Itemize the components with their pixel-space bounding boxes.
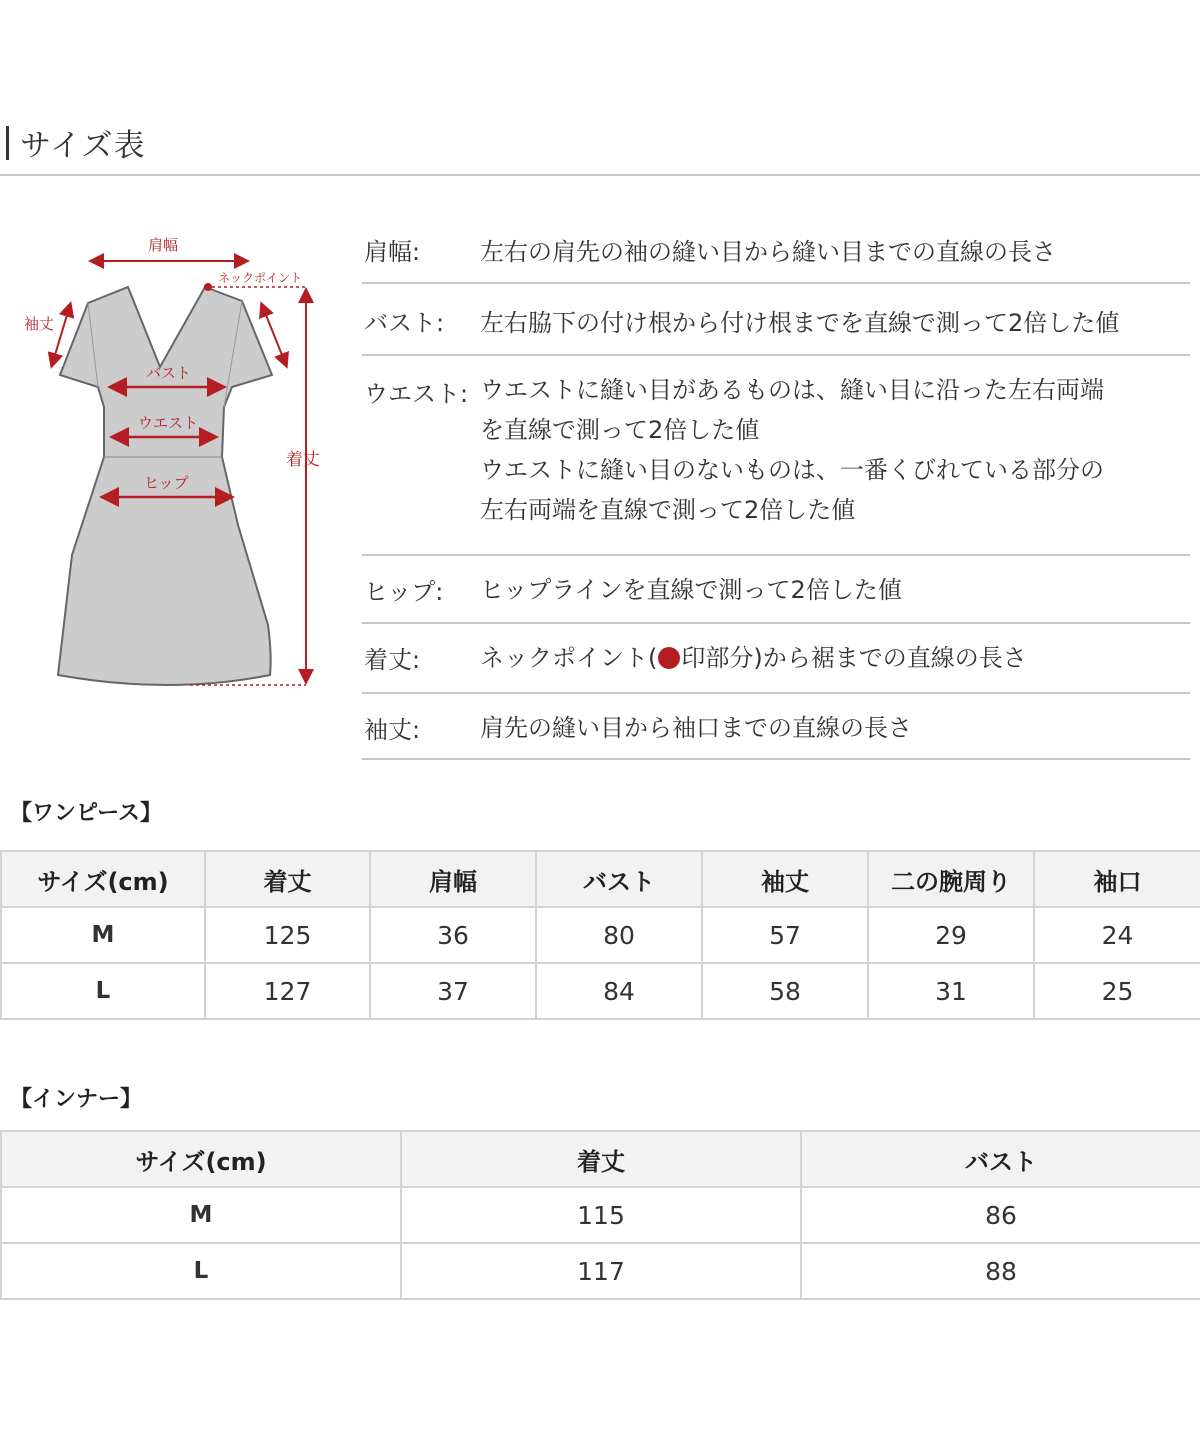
table-cell: 115	[401, 1187, 801, 1243]
size-cell: M	[1, 907, 205, 963]
page-header	[0, 118, 1200, 176]
column-header: 袖丈	[702, 851, 868, 907]
column-header: バスト	[801, 1131, 1200, 1187]
table-cell: 25	[1034, 963, 1200, 1019]
measurement-diagram	[0, 225, 340, 695]
definition-line: を直線で測って2倍した値	[480, 416, 760, 444]
table-cell: 36	[370, 907, 536, 963]
table-cell: 88	[801, 1243, 1200, 1299]
column-header: サイズ(cm)	[1, 851, 205, 907]
header-divider	[0, 174, 1200, 176]
column-header: 着丈	[401, 1131, 801, 1187]
dress-illustration	[0, 225, 340, 695]
length-label: 着丈	[286, 450, 320, 470]
definition-length	[362, 624, 1190, 694]
definition-line: ウエストに縫い目があるものは、縫い目に沿った左右両端	[480, 376, 1104, 404]
table-cell: 117	[401, 1243, 801, 1299]
inner-size-table	[0, 1130, 1200, 1300]
table-cell: 127	[205, 963, 370, 1019]
definition-term: ヒップ:	[364, 578, 444, 606]
definition-shoulder	[362, 220, 1190, 284]
definition-line: ウエストに縫い目のないものは、一番くびれている部分の	[480, 456, 1104, 484]
measurement-definitions	[362, 220, 1190, 760]
definition-line: 左右両端を直線で測って2倍した値	[480, 496, 856, 524]
definition-hip	[362, 556, 1190, 624]
definition-sleeve	[362, 694, 1190, 760]
table-row	[1, 1187, 1200, 1243]
column-header: 二の腕周り	[868, 851, 1034, 907]
definition-term: 着丈:	[364, 646, 421, 674]
table-cell: 80	[536, 907, 702, 963]
size-cell: L	[1, 1243, 401, 1299]
column-header: 肩幅	[370, 851, 536, 907]
table-cell: 86	[801, 1187, 1200, 1243]
table-cell: 24	[1034, 907, 1200, 963]
neck-point-marker-icon	[658, 647, 680, 669]
table-cell: 84	[536, 963, 702, 1019]
inner-section-label: 【インナー】	[10, 1087, 143, 1112]
neck-point-label: ネックポイント	[218, 271, 303, 285]
table-header-row	[1, 851, 1200, 907]
size-cell: M	[1, 1187, 401, 1243]
column-header: サイズ(cm)	[1, 1131, 401, 1187]
definition-term: バスト:	[364, 309, 445, 337]
definition-text: ヒップラインを直線で測って2倍した値	[480, 576, 902, 604]
definition-waist	[362, 356, 1190, 556]
table-cell: 125	[205, 907, 370, 963]
table-cell: 29	[868, 907, 1034, 963]
column-header: バスト	[536, 851, 702, 907]
definition-text: 肩先の縫い目から袖口までの直線の長さ	[480, 714, 912, 742]
title-marker	[6, 126, 9, 160]
sleeve-label: 袖丈	[24, 315, 55, 333]
table-cell: 37	[370, 963, 536, 1019]
sleeve-right-arrow	[262, 305, 286, 365]
table-row	[1, 907, 1200, 963]
definition-term: 肩幅:	[364, 238, 421, 266]
definition-text: 左右の肩先の袖の縫い目から縫い目までの直線の長さ	[480, 238, 1056, 266]
table-row	[1, 1243, 1200, 1299]
table-row	[1, 963, 1200, 1019]
column-header: 袖口	[1034, 851, 1200, 907]
column-header: 着丈	[205, 851, 370, 907]
definition-term: ウエスト:	[364, 380, 469, 408]
definition-text: 左右脇下の付け根から付け根までを直線で測って2倍した値	[480, 309, 1120, 337]
onepiece-size-table	[0, 850, 1200, 1020]
definition-text	[480, 638, 1027, 678]
definition-text-before: ネックポイント(	[480, 644, 658, 672]
neck-point-dot	[204, 283, 212, 291]
page-title: サイズ表	[20, 128, 146, 164]
table-cell: 57	[702, 907, 868, 963]
bust-label: バスト	[146, 364, 192, 382]
table-header-row	[1, 1131, 1200, 1187]
definition-text-after: 印部分)から裾までの直線の長さ	[681, 644, 1027, 672]
onepiece-section-label: 【ワンピース】	[10, 801, 163, 826]
shoulder-label: 肩幅	[148, 236, 179, 254]
definition-term: 袖丈:	[364, 716, 421, 744]
table-cell: 31	[868, 963, 1034, 1019]
size-cell: L	[1, 963, 205, 1019]
definition-text	[480, 370, 1104, 530]
definition-bust	[362, 284, 1190, 356]
table-cell: 58	[702, 963, 868, 1019]
hip-label: ヒップ	[144, 474, 189, 492]
waist-label: ウエスト	[138, 414, 199, 432]
